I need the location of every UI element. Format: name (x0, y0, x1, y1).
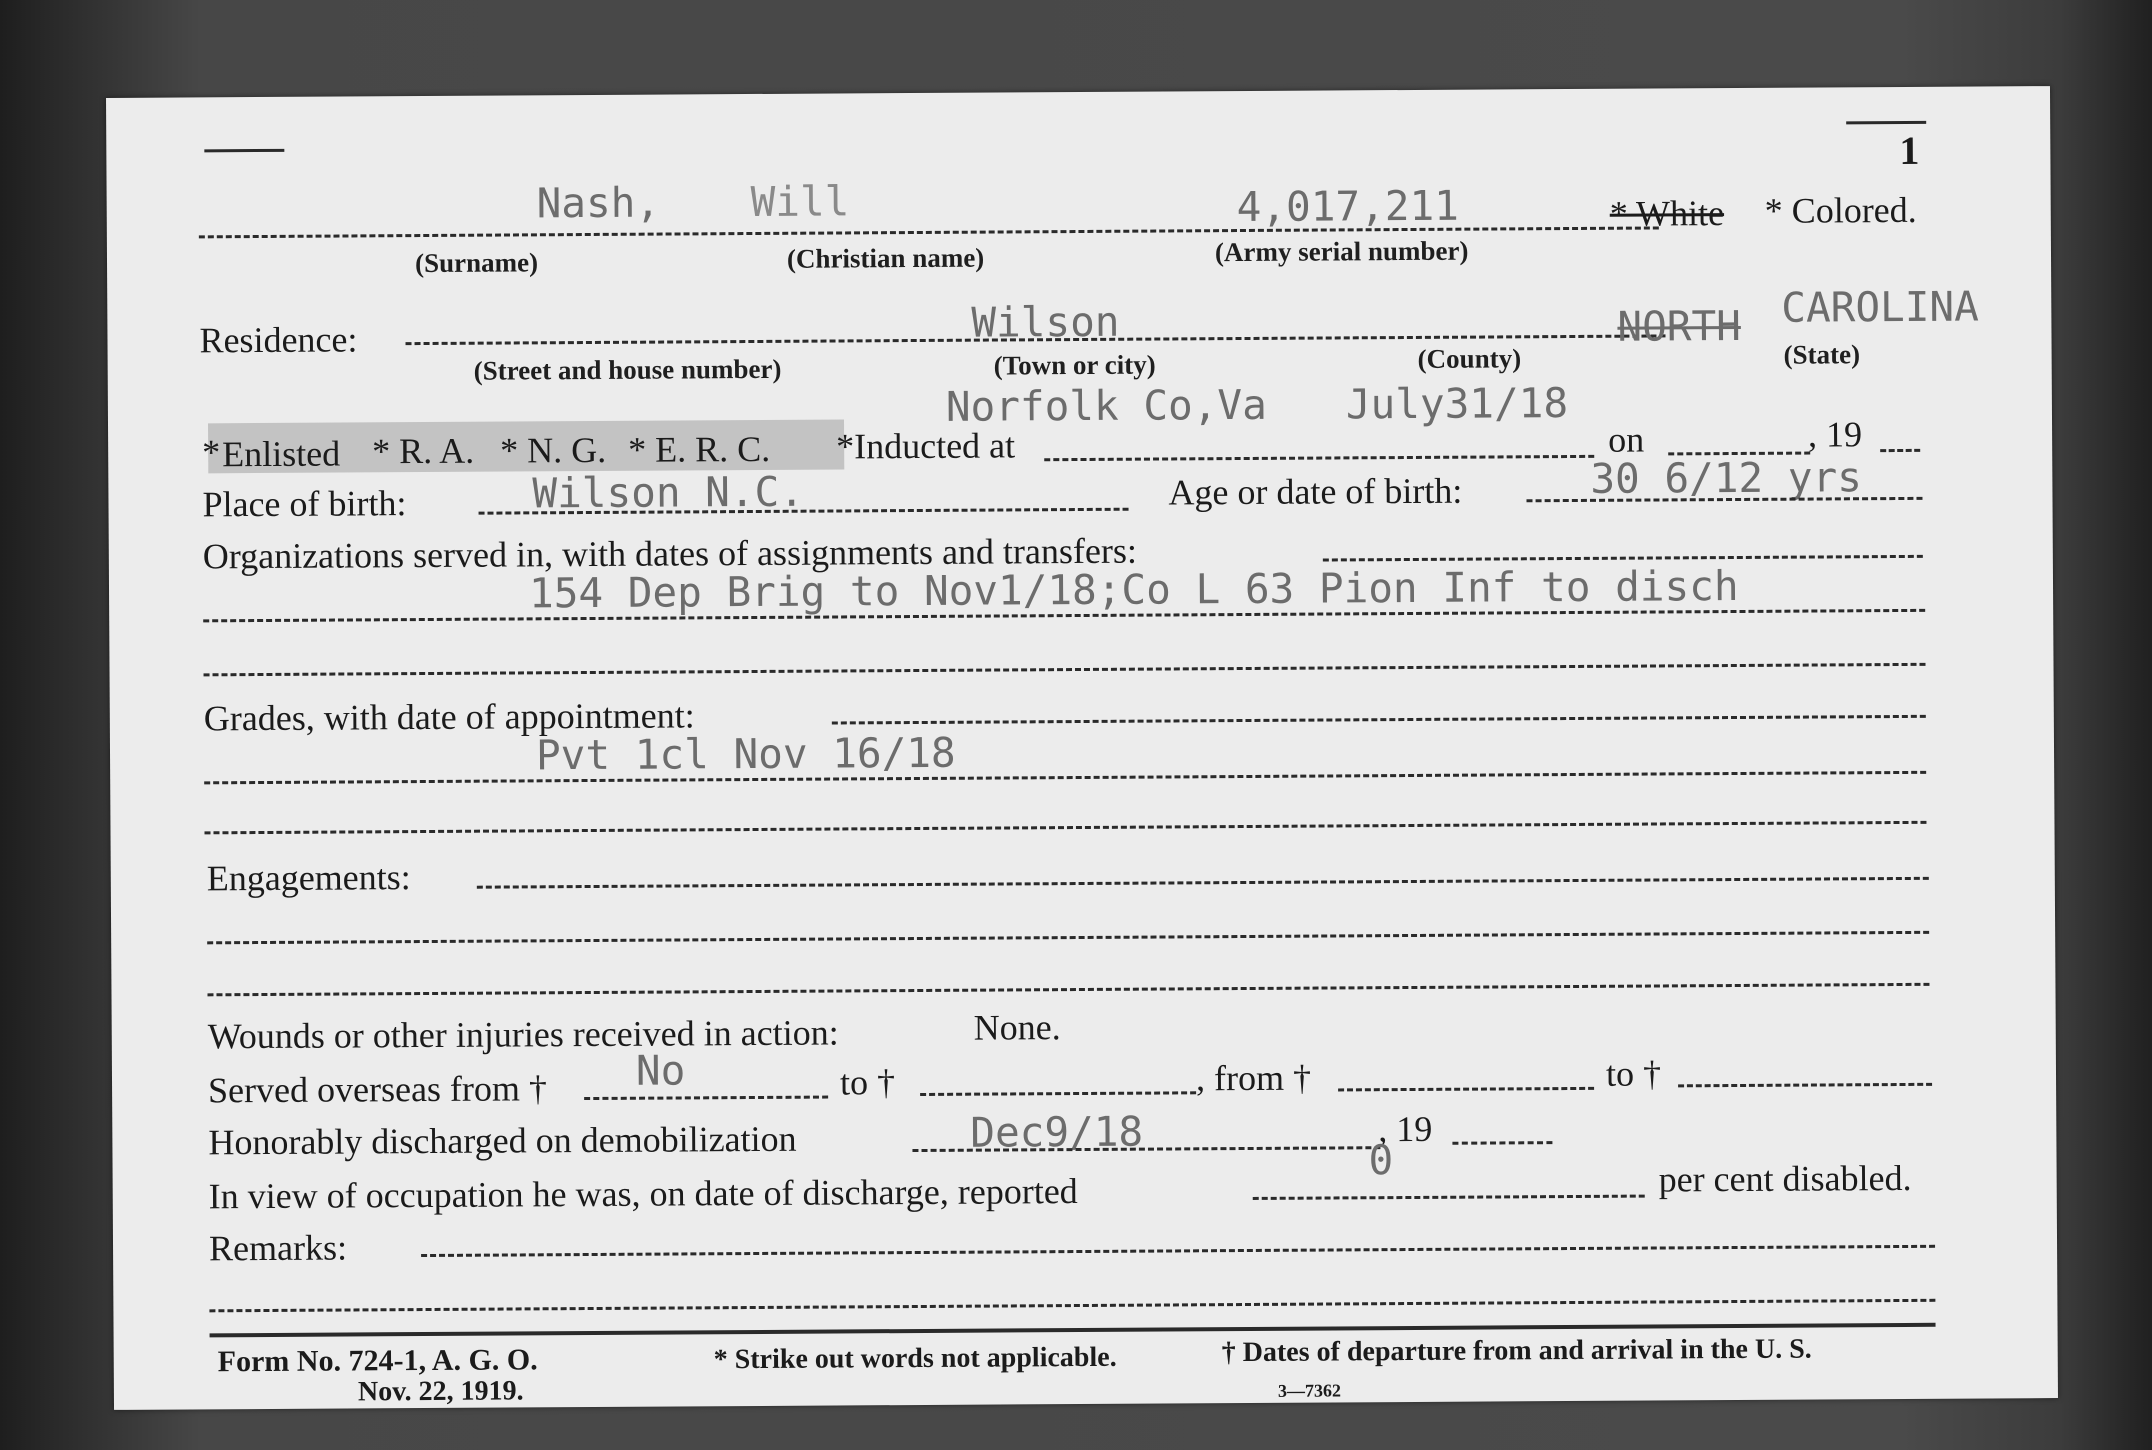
status-inducted-at: *Inducted at (836, 425, 1016, 467)
induction-date-value: July31/18 (1345, 379, 1569, 429)
overseas-to-2: to † (1605, 1053, 1662, 1094)
residence-label: Residence: (199, 319, 358, 361)
wounds-label: Wounds or other injuries received in action: (207, 1012, 839, 1057)
residence-state-struck: NORTH (1617, 301, 1742, 351)
disability-label: In view of occupation he was, on date of discharge, reported (208, 1171, 1078, 1217)
footer-print-code: 3—7362 (1277, 1380, 1341, 1401)
grades-line-1 (204, 771, 1926, 785)
status-ra: * R. A. (372, 430, 475, 472)
discharge-date-value: Dec9/18 (970, 1107, 1144, 1157)
footer-strike-note: * Strike out words not applicable. (713, 1341, 1117, 1376)
induction-year: , 19 (1807, 414, 1863, 455)
footer-form-number: Form No. 724-1, A. G. O. (217, 1343, 538, 1379)
footer-form-date: Nov. 22, 1919. (357, 1375, 524, 1408)
engagements-line-2 (207, 983, 1929, 997)
residence-town-value: Wilson (971, 297, 1120, 347)
birth-place-value: Wilson N.C. (532, 467, 805, 518)
overseas-to-1: to † (839, 1062, 896, 1103)
card-number: 1 (1899, 127, 1920, 173)
grades-label-line (832, 715, 1926, 725)
induction-year-line (1880, 449, 1920, 452)
overseas-value: No (635, 1046, 686, 1095)
induction-place-value: Norfolk Co,Va (945, 380, 1267, 431)
grades-value: Pvt 1cl Nov 16/18 (535, 728, 956, 780)
overseas-from-line (584, 1096, 828, 1100)
age-label: Age or date of birth: (1168, 470, 1463, 513)
record-card (106, 86, 2058, 1410)
engagements-line-1 (207, 931, 1929, 945)
discharge-year-line (1452, 1141, 1552, 1145)
label-state: (State) (1783, 339, 1861, 370)
label-county: (County) (1417, 343, 1522, 374)
overseas-to-line (920, 1091, 1196, 1096)
label-street: (Street and house number) (473, 353, 782, 386)
race-white: * White (1609, 193, 1725, 234)
overseas-from-2: , from † (1195, 1057, 1312, 1099)
residence-state-value: CAROLINA (1781, 282, 1979, 332)
wounds-value: None. (973, 1007, 1061, 1048)
status-asterisk: * (202, 432, 221, 473)
organizations-label: Organizations served in, with dates of assignments and transfers: (202, 530, 1138, 577)
surname-value: Nash, (536, 178, 661, 228)
footer-dates-note: † Dates of departure from and arrival in the U. S. (1221, 1333, 1812, 1369)
inducted-line (1044, 455, 1594, 461)
serial-number-value: 4,017,211 (1236, 181, 1460, 232)
christian-name-value: Will (750, 177, 850, 227)
status-enlisted: Enlisted (222, 433, 341, 475)
disability-value: 0 (1368, 1136, 1394, 1185)
birth-place-label: Place of birth: (202, 483, 407, 525)
status-ng: * N. G. (500, 429, 607, 471)
label-serial: (Army serial number) (1214, 235, 1469, 268)
grades-line-2 (204, 821, 1926, 835)
engagements-label: Engagements: (206, 857, 411, 899)
induction-on-label: on (1608, 419, 1645, 460)
race-colored: * Colored. (1764, 189, 1917, 231)
discharge-year: , 19 (1378, 1108, 1433, 1150)
overseas-to2-line (1678, 1083, 1932, 1088)
age-value: 30 6/12 yrs (1590, 453, 1863, 503)
label-town: (Town or city) (993, 349, 1156, 381)
remarks-label: Remarks: (208, 1227, 348, 1269)
disability-line (1253, 1195, 1645, 1200)
top-right-rule (1846, 121, 1926, 124)
discharge-label: Honorably discharged on demobilization (208, 1118, 797, 1163)
top-left-rule (204, 149, 284, 152)
organizations-label-line (1323, 555, 1923, 562)
label-surname: (Surname) (414, 247, 539, 279)
label-christian-name: (Christian name) (786, 242, 985, 274)
remarks-line-2 (209, 1299, 1935, 1313)
overseas-label: Served overseas from † (207, 1068, 548, 1111)
disability-suffix: per cent disabled. (1658, 1157, 1912, 1200)
organizations-line-2 (204, 663, 1926, 677)
overseas-from2-line (1338, 1087, 1594, 1092)
organizations-value: 154 Dep Brig to Nov1/18;Co L 63 Pion Inf to disch (528, 561, 1739, 618)
remarks-line-1 (421, 1245, 1935, 1257)
engagements-label-line (477, 877, 1929, 889)
grades-label: Grades, with date of appointment: (203, 695, 695, 739)
status-erc: * E. R. C. (628, 428, 771, 470)
